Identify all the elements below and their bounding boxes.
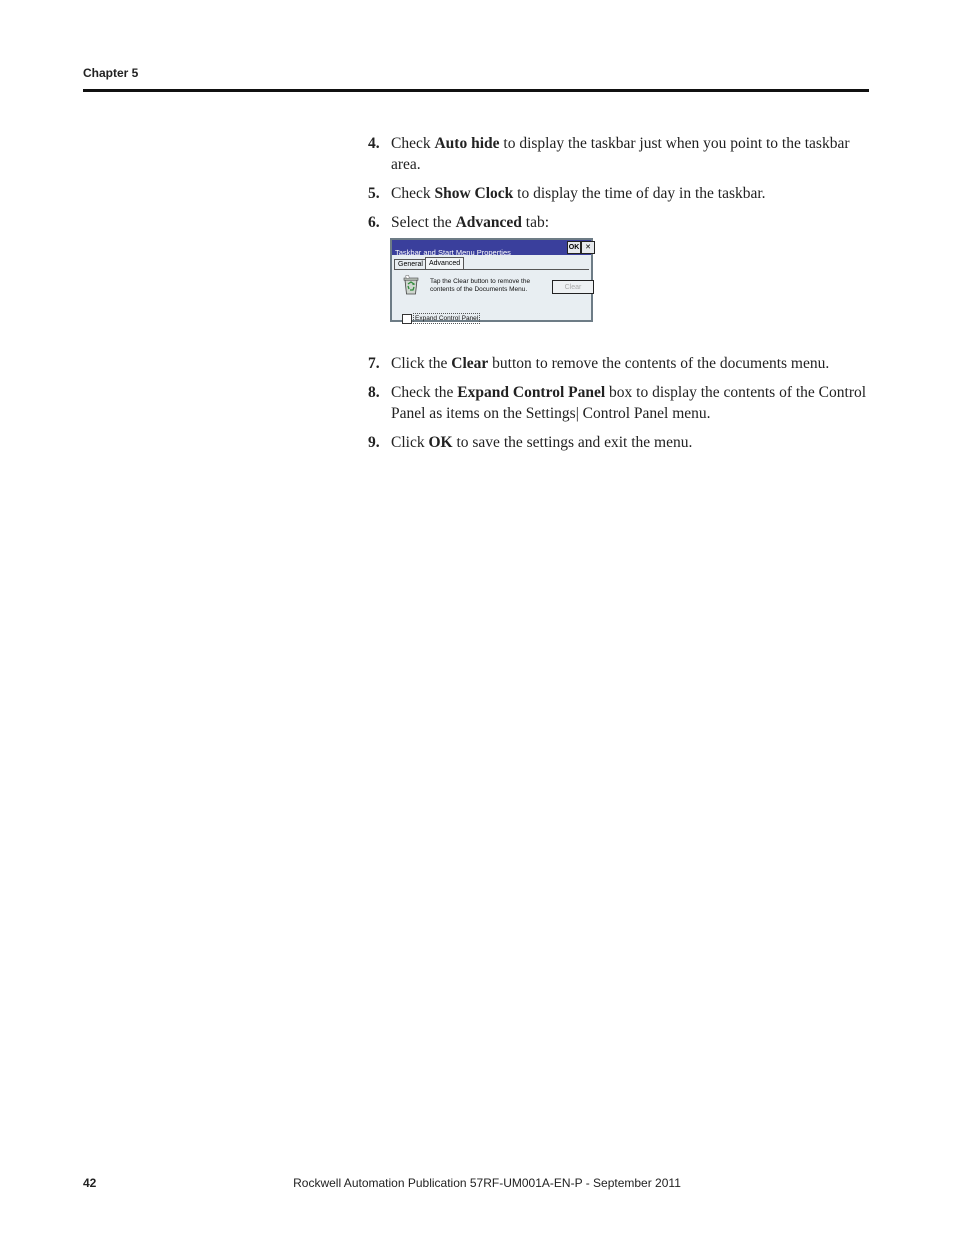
step-item: [368, 183, 870, 204]
step-item: [368, 432, 870, 453]
step-text-bold: Advanced: [455, 214, 522, 231]
step-text-post: button to remove the contents of the documents menu.: [488, 355, 830, 372]
step-number: 8.: [368, 384, 380, 401]
clear-button[interactable]: Clear: [552, 280, 594, 294]
tab-advanced[interactable]: Advanced: [425, 257, 464, 270]
recycle-bin-icon: [402, 275, 420, 295]
dialog-title: Taskbar and Start Menu Properties: [395, 248, 511, 257]
step-text-bold: Show Clock: [434, 185, 514, 202]
step-text-pre: Click: [391, 434, 429, 451]
close-button[interactable]: ✕: [581, 241, 595, 254]
step-text-post: to display the time of day in the taskbar.: [513, 185, 766, 202]
step-item: [368, 133, 870, 175]
taskbar-properties-dialog: [390, 238, 593, 322]
step-text-bold: Expand Control Panel: [457, 384, 606, 401]
publication-footer: Rockwell Automation Publication 57RF-UM001A-EN-P - September 2011: [293, 1176, 681, 1190]
step-item: [368, 353, 870, 374]
chapter-header: Chapter 5: [83, 66, 139, 80]
step-text-bold: Clear: [451, 355, 489, 372]
tab-general[interactable]: General: [394, 259, 427, 270]
advanced-panel: [394, 269, 589, 322]
step-number: 4.: [368, 135, 380, 152]
step-text-bold: OK: [428, 434, 453, 451]
expand-control-panel-label[interactable]: Expand Control Panel: [415, 315, 479, 322]
step-text-pre: Check: [391, 135, 435, 152]
step-item: [368, 382, 870, 424]
step-number: 9.: [368, 434, 380, 451]
header-rule: [83, 89, 869, 92]
step-text-pre: Check the: [391, 384, 458, 401]
step-list: [368, 133, 870, 461]
dialog-titlebar: [392, 240, 591, 255]
step-number: 7.: [368, 355, 380, 372]
step-text-post: to display the taskbar just when you point to the taskbar area.: [391, 135, 850, 173]
step-text-pre: Select the: [391, 214, 456, 231]
step-text-post: tab:: [521, 214, 550, 231]
step-number: 6.: [368, 214, 380, 231]
step-text-post: to save the settings and exit the menu.: [452, 434, 693, 451]
step-text-pre: Click the: [391, 355, 452, 372]
expand-control-panel-checkbox[interactable]: [402, 314, 412, 324]
page-number: 42: [83, 1176, 97, 1190]
step-text-pre: Check: [391, 185, 435, 202]
step-item: [368, 212, 870, 233]
step-number: 5.: [368, 185, 380, 202]
clear-info-text: Tap the Clear button to remove the contents of the Documents Menu.: [430, 278, 531, 293]
screenshot-figure: [368, 233, 870, 353]
ok-button[interactable]: OK: [567, 241, 581, 254]
step-text-bold: Auto hide: [434, 135, 500, 152]
step-text-post: box to display the contents of the Control Panel as items on the Settings| Control Panel menu.: [391, 384, 867, 422]
